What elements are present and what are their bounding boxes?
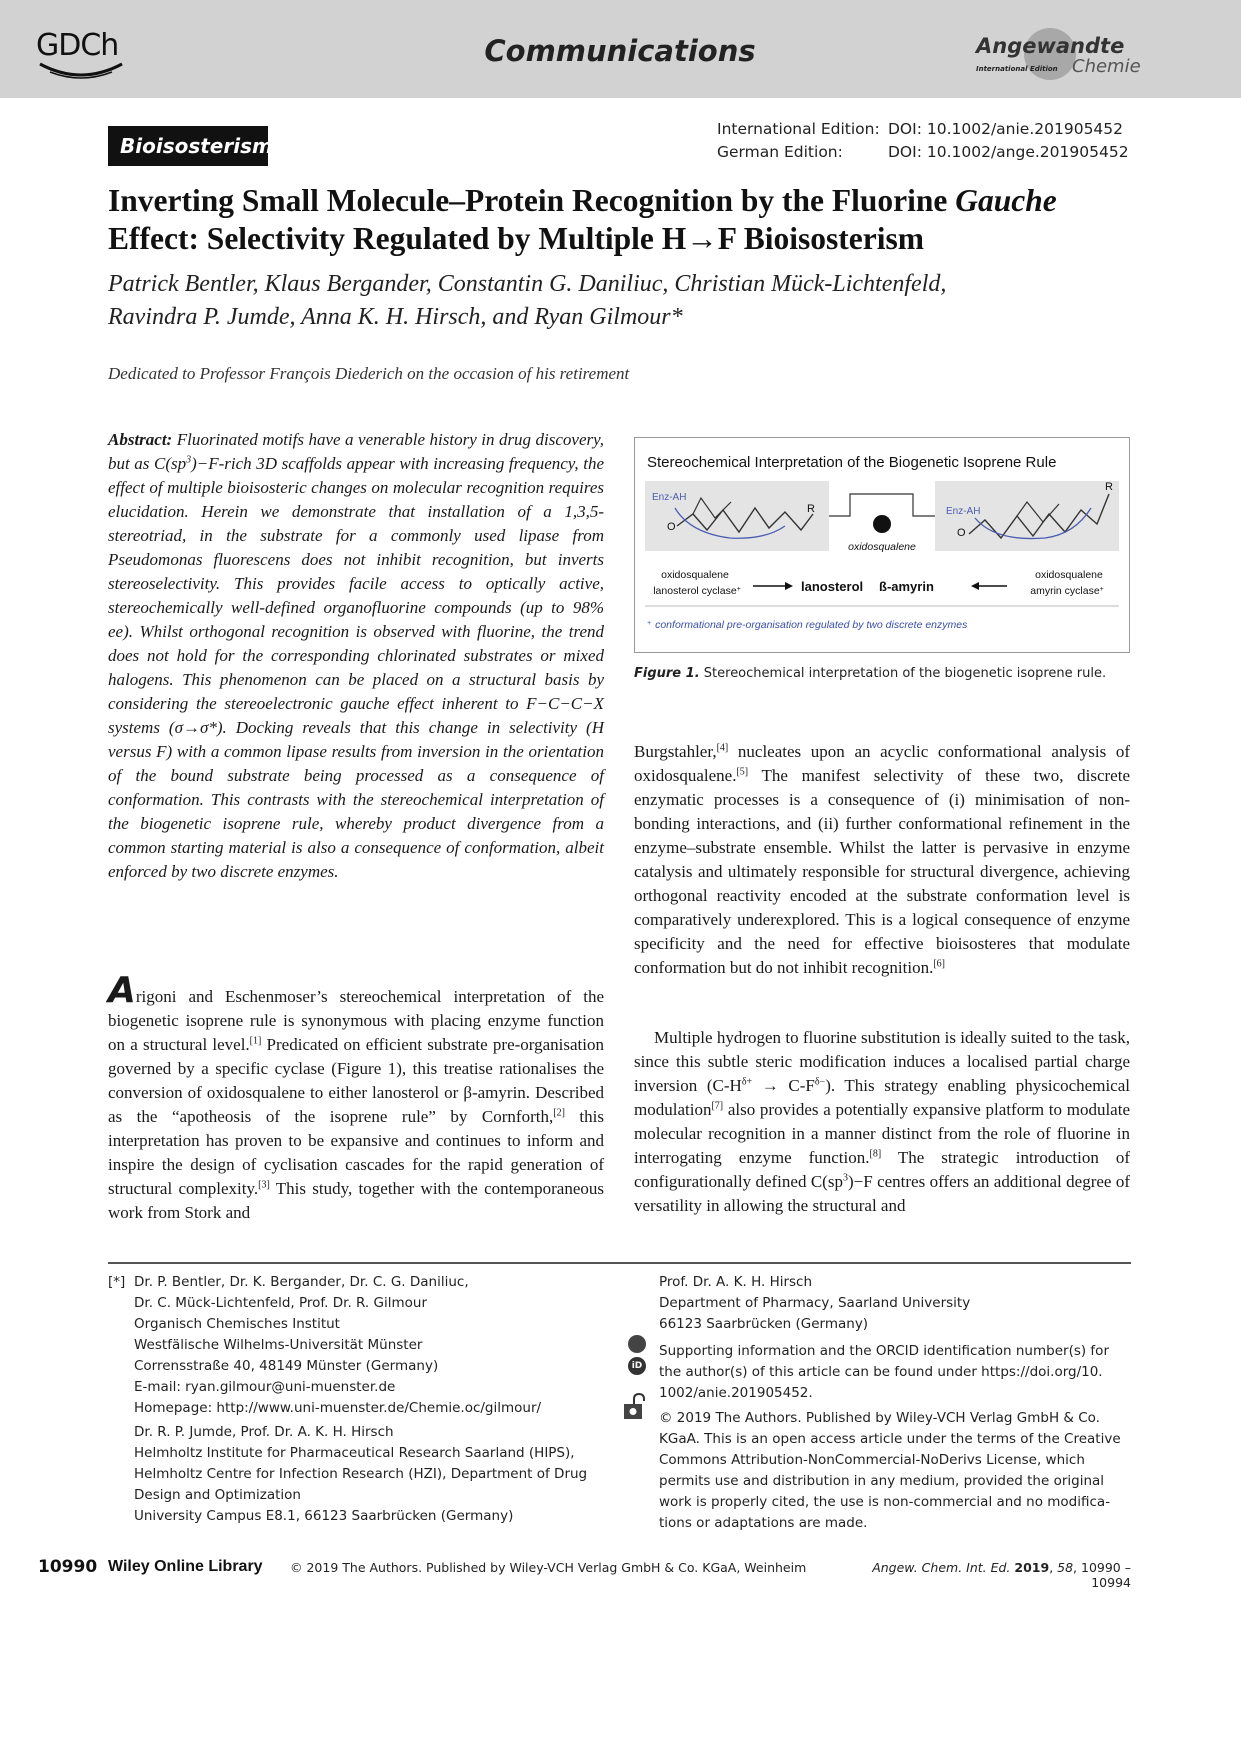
journal-section-title: Communications [484,34,756,68]
p3-text-5: The strategic introduction of configurationally defined C(sp [634,1148,1130,1191]
right-enzyme-name: amyrin cyclase [1030,585,1100,597]
affil-line: Design and Optimization [134,1487,301,1503]
intro-paragraph [108,970,605,1225]
page-number: 10990 [38,1557,98,1577]
abstract-sup: 3 [186,454,192,466]
section-tag: Bioisosterism [108,126,268,166]
abstract-text-1: Fluorinated motifs have a venerable history in drug discovery, but as C(sp [108,430,604,473]
p2-text-3: The manifest selectivity of these two, discrete enzymatic processes is a consequence of (i) minimisation of non-bonding interactions, and (ii) further conformational refinement in the enzyme–substrate ensemble. Whilst the latter is pervasive in enzyme catalysis and ultimately responsible for structural divergence, achieving orthogonal reactivity encoded at the substrate conformation level is comparatively underexplored. This is a logical consequence of enzyme specificity and the need for effective bioisosteres that modulate conformation but do not inhibit recognition. [634,766,1130,977]
title-part1: Inverting Small Molecule–Protein Recognition by the Fluorine [108,183,956,218]
doi-german [0,143,1241,165]
doi-intl-value[interactable]: DOI: 10.1002/anie.201905452 [888,120,1124,138]
authors-line-2: Ravindra P. Jumde, Anna K. H. Hirsch, and Ryan Gilmour* [108,304,683,330]
open-access-lock-icon [622,1392,648,1420]
journal-volume: 58 [1057,1560,1074,1575]
figure-footnote [647,619,968,631]
delta-minus: δ− [814,1076,826,1088]
journal-citation: Angew. Chem. Int. Ed. 2019, 58, 10990 –10994 [872,1560,1131,1590]
left-enzyme-plus: + [736,585,741,593]
oxygen-label-left: O [667,521,676,533]
footnote-rule [108,1262,1131,1264]
intro-text-3: this interpretation has proven to be expansive and continues to inform and inspire the design of cyclisation cascades for the rapid generation of structural complexity. [108,1107,604,1198]
left-enzyme-name: lanosterol cyclase [653,585,737,597]
affiliations-right [659,1272,1131,1534]
panel-connector [829,494,935,516]
doi-international [0,120,1241,142]
gdch-logo [36,28,126,82]
doi-intl-label: International Edition: [717,120,880,138]
affiliations-left [134,1272,614,1527]
figure-caption-label: Figure 1. [634,666,700,681]
abstract-text-2: )−F-rich 3D scaffolds appear with increasing frequency, the effect of multiple bioisosteric changes on molecular recognition requires elucidation. Herein we demonstrate that installation of a 1,3,5-stereotriad, in the substrate for a commonly used lipase from Pseudomonas fluorescens does not inhibit recognition, but inverts stereoselectivity. This provides facile access to optically active, stereochemically well-defined organofluorine compounds (up to 98% ee). Whilst orthogonal recognition is observed with fluorine, the trend does not hold for the corresponding chlorinated substrates or mixed halogens. This phenomenon can be placed on a structural basis by considering the stereoelectronic gauche effect inherent to F−C−C−X systems (σ→σ*). Docking reveals that this change in selectivity (H versus F) with a common lipase results from inversion in the orientation of the bound substrate being processed as a consequence of conformation. This contrasts with the stereochemical interpretation of the biogenetic isoprene rule, whereby product divergence from a common starting material is also a consequence of conformation, albeit enforced by two discrete enzymes. [108,454,604,881]
supporting-line: Supporting information and the ORCID identification number(s) for [659,1343,1109,1359]
figure-footnote-mark: + [647,619,652,627]
enz-label-right: Enz-AH [946,506,981,517]
license-line: KGaA. This is an open access article under the terms of the Creative [659,1431,1121,1447]
p3-text-2: → C-F [752,1076,815,1095]
enz-label-left: Enz-AH [652,492,687,503]
supporting-line[interactable]: 1002/anie.201905452. [659,1385,813,1401]
ref-3[interactable]: [3] [258,1179,270,1191]
drop-cap: A [108,970,136,1011]
affil-line: Dr. P. Bentler, Dr. K. Bergander, Dr. C. G. Daniliuc, [134,1274,469,1290]
r-label-right: R [1105,481,1113,493]
author-list [108,268,1134,334]
figure-caption-text: Stereochemical interpretation of the biogenetic isoprene rule. [703,666,1107,681]
abstract-label: Abstract: [108,430,173,449]
affil-line: University Campus E8.1, 66123 Saarbrücken (Germany) [134,1508,514,1524]
journal-year: 2019 [1014,1560,1050,1575]
brand-name: Angewandte [976,34,1125,58]
ref-4[interactable]: [4] [716,742,729,754]
brand-sub: Chemie [1072,56,1141,77]
affil-line: Helmholtz Centre for Infection Research (HZI), Department of Drug [134,1466,588,1482]
doi-german-label: German Edition: [717,143,843,161]
product-beta-amyrin: ß-amyrin [879,579,934,594]
license-text [659,1408,1131,1534]
figure-title: Stereochemical Interpretation of the Biogenetic Isoprene Rule [647,454,1057,471]
center-label: oxidosqualene [848,541,916,553]
ref-6[interactable]: [6] [933,958,946,970]
intro-text-2: Predicated on efficient substrate pre-organisation governed by a specific cyclase (Figure 1), this treatise rationalises the conversion of oxidosqualene to either lanosterol or β-amyrin. Described as the “apotheosis of the isoprene rule” by Cornforth, [108,1035,604,1126]
authors-line-1: Patrick Bentler, Klaus Bergander, Constantin G. Daniliuc, Christian Mück-Lichtenfeld, [108,271,947,297]
affil-line: Organisch Chemisches Institut [134,1316,340,1332]
affil-line: Helmholtz Institute for Pharmaceutical Research Saarland (HIPS), [134,1445,575,1461]
ref-1[interactable]: [1] [249,1035,262,1047]
p3-text-3: ). This strategy enabling physicochemical modulation [634,1076,1130,1119]
right-enzyme-plus: + [1099,585,1104,593]
doi-german-value[interactable]: DOI: 10.1002/ange.201905452 [888,143,1129,161]
body-paragraph-3 [634,1026,1130,1218]
figure-caption [634,666,1130,681]
affil-line: Dr. C. Mück-Lichtenfeld, Prof. Dr. R. Gilmour [134,1295,427,1311]
footnote-mark: [*] [108,1274,126,1290]
dedication: Dedicated to Professor François Diederich on the occasion of his retirement [108,364,630,383]
abstract [108,428,604,884]
sp3-sup: 3 [842,1172,848,1184]
right-enzyme-label [1030,585,1104,597]
affil-line: Department of Pharmacy, Saarland University [659,1295,971,1311]
license-line: © 2019 The Authors. Published by Wiley-VCH Verlag GmbH & Co. [659,1410,1100,1426]
article-title [108,182,1134,258]
p3-text-4: also provides a potentially expansive platform to modulate molecular recognition in a manner distinct from the role of fluorine in interrogating enzyme function. [634,1100,1130,1167]
ref-8[interactable]: [8] [869,1148,882,1160]
figure-footnote-text: conformational pre-organisation regulated by two discrete enzymes [655,619,968,631]
oxidosqualene-center-dot [873,515,891,533]
r-label-left: R [807,503,815,515]
p3-text-6: )−F centres offers an additional degree of versatility in allowing the structural and [634,1172,1130,1215]
license-line: work is properly cited, the use is non-commercial and no modifica- [659,1494,1111,1510]
affil-line: Dr. R. P. Jumde, Prof. Dr. A. K. H. Hirsch [134,1424,394,1440]
supporting-line[interactable]: the author(s) of this article can be found under https://doi.org/10. [659,1364,1103,1380]
gdch-logo-text: GDCh [36,28,119,63]
angewandte-logo [972,28,1142,84]
affil-homepage[interactable]: Homepage: http://www.uni-muenster.de/Chemie.oc/gilmour/ [134,1400,542,1416]
supporting-info [659,1341,1131,1404]
figure-1 [634,437,1130,653]
affil-email[interactable]: E-mail: ryan.gilmour@uni-muenster.de [134,1379,396,1395]
p3-text-1: Multiple hydrogen to fluorine substitution is ideally suited to the task, since this subtle steric modification induces a localised partial charge inversion (C-H [634,1028,1130,1095]
supporting-info-icon [628,1335,646,1353]
journal-abbrev: Angew. Chem. Int. Ed. [872,1560,1011,1575]
ref-2[interactable]: [2] [553,1107,565,1119]
ref-5[interactable]: [5] [736,766,749,778]
left-enzyme-label-1: oxidosqualene [661,569,729,581]
orcid-icon: iD [628,1357,646,1375]
affil-line: 66123 Saarbrücken (Germany) [659,1316,869,1332]
title-italic: Gauche [955,183,1057,218]
left-enzyme-label [653,585,741,597]
intro-text-1: rigoni and Eschenmoser’s stereochemical interpretation of the biogenetic isoprene rule is synonymous with placing enzyme function on a structural level. [108,987,604,1054]
license-line: permits use and distribution in any medium, provided the original [659,1473,1105,1489]
ref-7[interactable]: [7] [711,1100,724,1112]
right-enzyme-label-1: oxidosqualene [1035,569,1103,581]
footer-copyright: © 2019 The Authors. Published by Wiley-VCH Verlag GmbH & Co. KGaA, Weinheim [290,1560,807,1575]
body-paragraph-2 [634,740,1130,980]
p2-text-2: nucleates upon an acyclic conformational analysis of oxidosqualene. [634,742,1130,785]
license-line: Commons Attribution-NonCommercial-NoDerivs License, which [659,1452,1085,1468]
license-line: tions or adaptations are made. [659,1515,868,1531]
title-part2: Effect: Selectivity Regulated by Multiple H→F Bioisosterism [108,221,924,256]
p2-text-1: Burgstahler, [634,742,717,761]
intro-text-4: This study, together with the contemporaneous work from Stork and [108,1179,605,1222]
wiley-online-library[interactable]: Wiley Online Library [108,1558,263,1575]
journal-pages: 10990 –10994 [1081,1560,1131,1590]
oxygen-label-right: O [957,527,966,539]
figure-1-graphic [635,438,1129,652]
arrowhead-right [971,582,979,590]
arrowhead-left [785,582,793,590]
affil-line: Westfälische Wilhelms-Universität Münster [134,1337,423,1353]
delta-plus: δ+ [741,1076,753,1088]
affil-line: Prof. Dr. A. K. H. Hirsch [659,1274,813,1290]
brand-edition: International Edition [976,65,1058,73]
affil-line: Corrensstraße 40, 48149 Münster (Germany) [134,1358,439,1374]
product-lanosterol: lanosterol [801,579,864,594]
